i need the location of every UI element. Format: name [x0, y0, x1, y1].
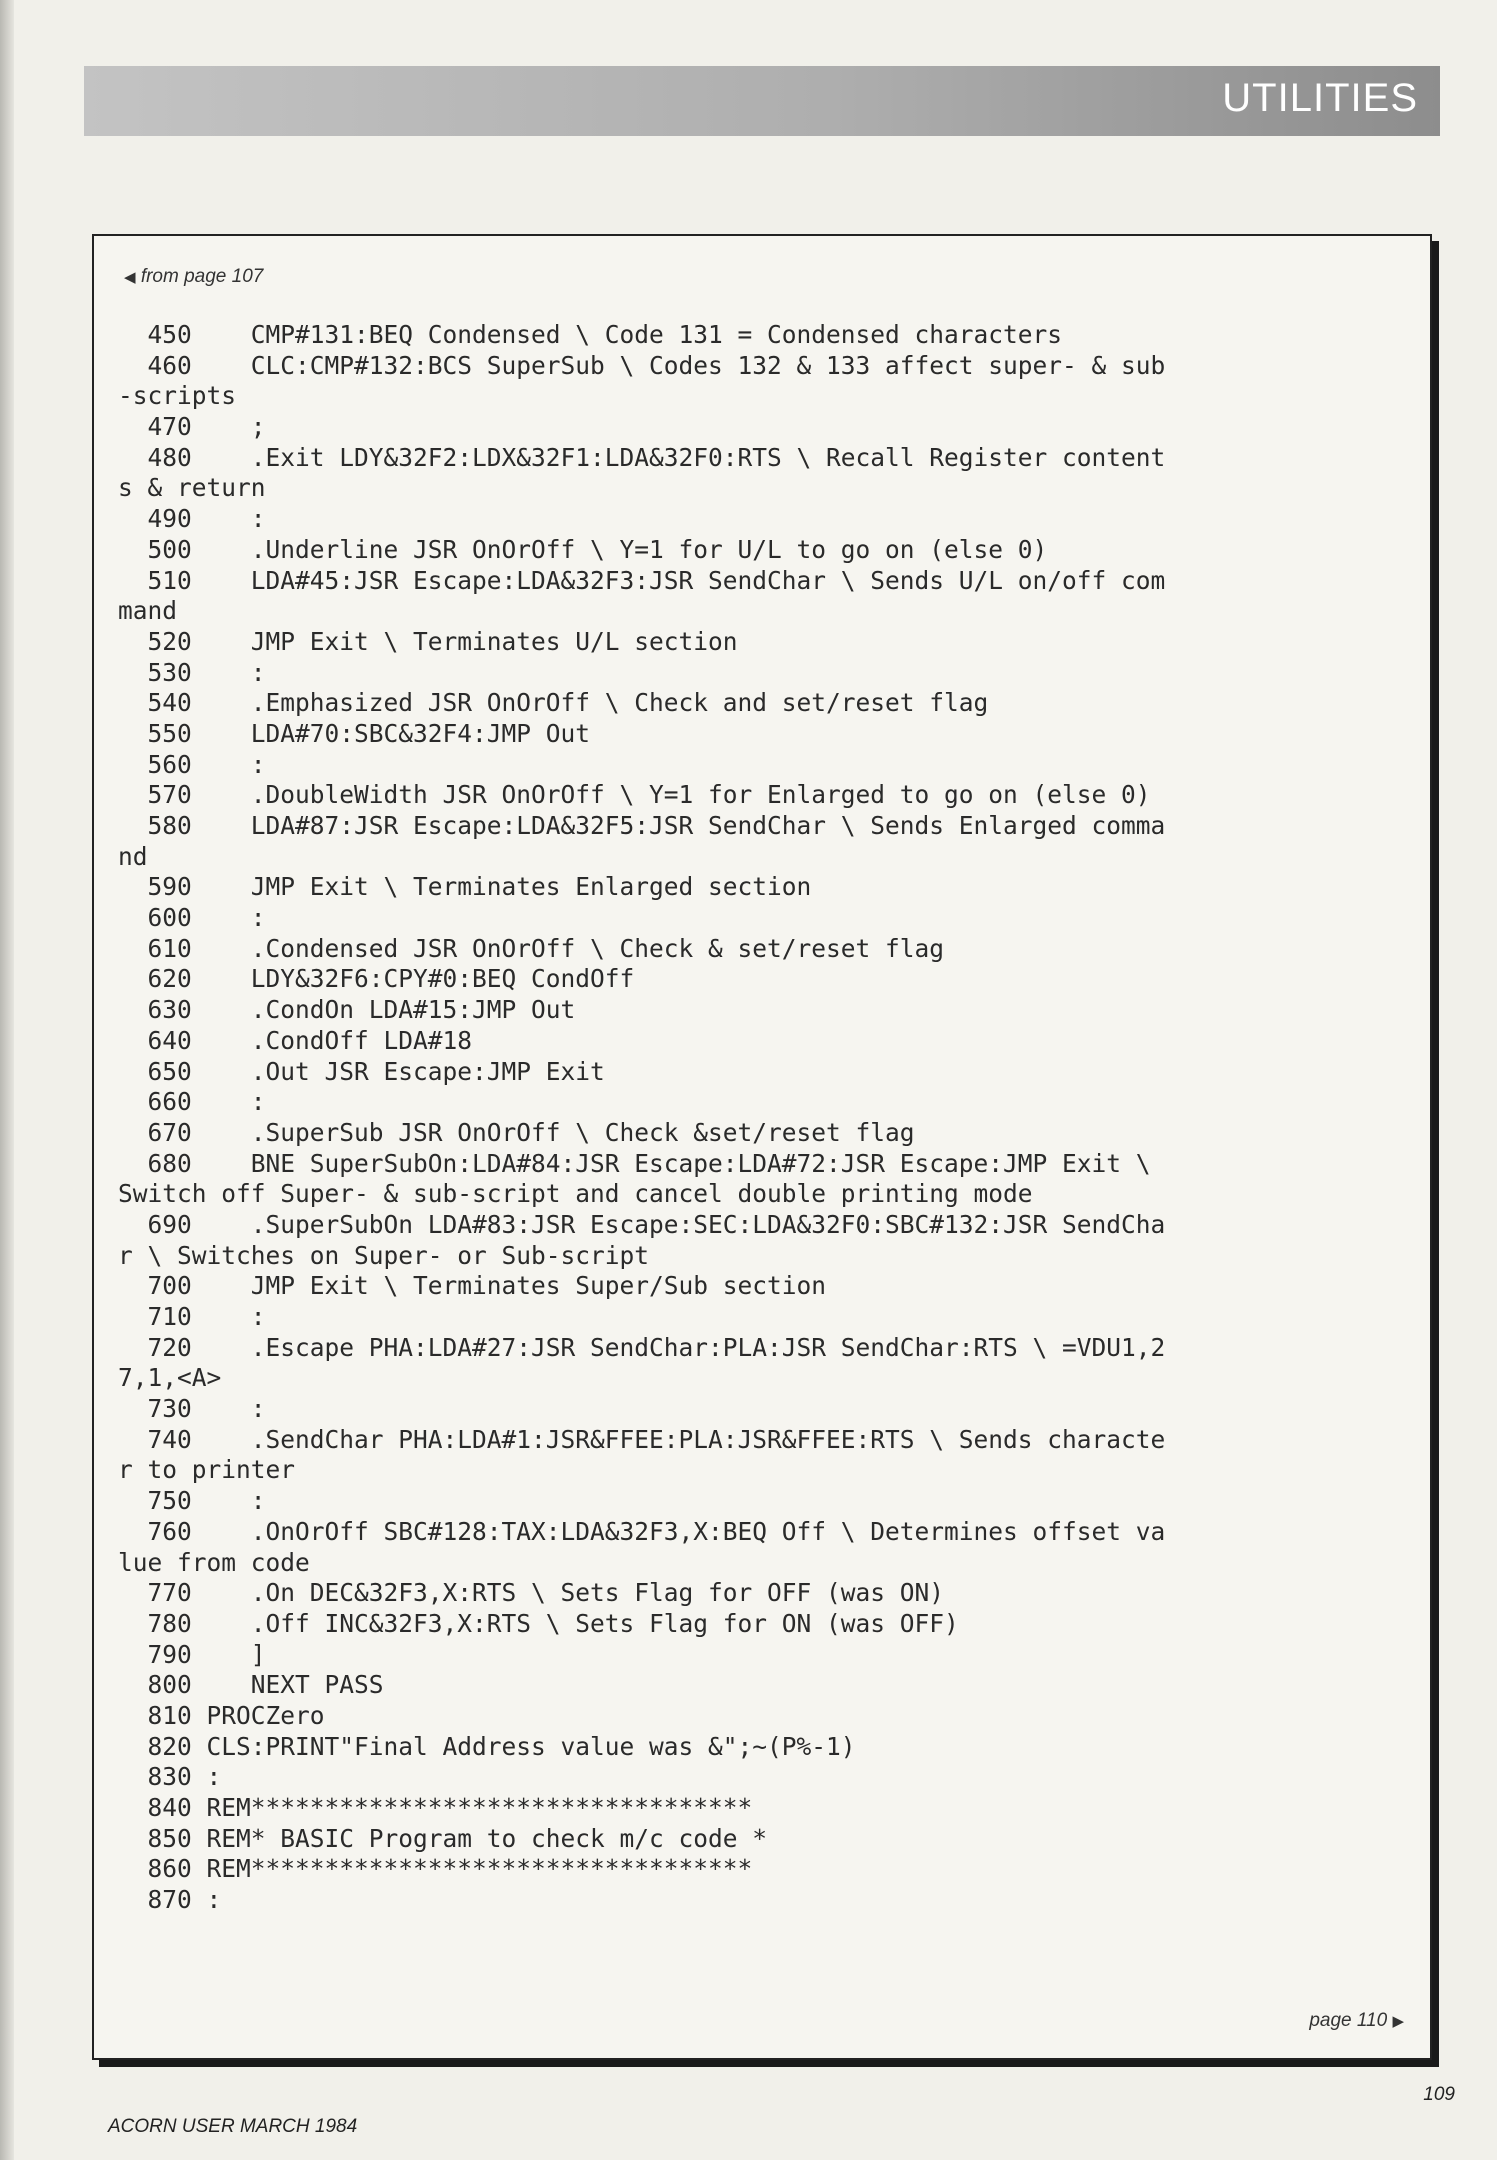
continued-from-text: from page 107	[140, 266, 264, 287]
code-line: 720 .Escape PHA:LDA#27:JSR SendChar:PLA:JSR SendChar:RTS \ =VDU1,2	[118, 1332, 1166, 1362]
right-arrow-icon: ▶	[1392, 2013, 1404, 2030]
continued-to-note	[1309, 2010, 1404, 2032]
code-line: 590 JMP Exit \ Terminates Enlarged section	[118, 872, 812, 902]
code-line: 7,1,<A>	[118, 1363, 222, 1393]
code-line: 530 :	[118, 657, 266, 687]
page-number: 109	[1423, 2084, 1455, 2105]
code-line: 710 :	[118, 1302, 266, 1331]
code-line: 570 .DoubleWidth JSR OnOrOff \ Y=1 for Enlarged to go on (else 0)	[118, 780, 1151, 810]
code-line: -scripts	[118, 381, 237, 411]
code-line: nd	[118, 841, 148, 871]
code-line: 870 :	[118, 1885, 222, 1915]
code-line: 610 .Condensed JSR OnOrOff \ Check & set/reset flag	[118, 933, 945, 963]
page-gutter-shadow	[0, 0, 14, 2160]
code-line: 700 JMP Exit \ Terminates Super/Sub section	[118, 1271, 827, 1301]
code-listing	[118, 320, 1408, 1916]
code-line: 620 LDY&32F6:CPY#0:BEQ CondOff	[118, 964, 635, 994]
code-line: 460 CLC:CMP#132:BCS SuperSub \ Codes 132 & 133 affect super- & sub	[118, 350, 1166, 380]
code-line: 560 :	[118, 749, 266, 779]
code-line: 820 CLS:PRINT"Final Address value was &";~(P%-1)	[118, 1731, 856, 1761]
code-line: 830 :	[118, 1762, 222, 1792]
section-header-bar	[84, 66, 1440, 136]
code-line: 770 .On DEC&32F3,X:RTS \ Sets Flag for OFF (was ON)	[118, 1578, 945, 1608]
code-line: 850 REM* BASIC Program to check m/c code *	[118, 1823, 768, 1853]
code-line: 780 .Off INC&32F3,X:RTS \ Sets Flag for ON (was OFF)	[118, 1608, 959, 1638]
code-line: 640 .CondOff LDA#18	[118, 1025, 473, 1055]
code-line: 730 :	[118, 1394, 266, 1424]
code-line: 690 .SuperSubOn LDA#83:JSR Escape:SEC:LDA&32F0:SBC#132:JSR SendCha	[118, 1209, 1166, 1239]
program-listing-box	[92, 234, 1432, 2060]
code-line: 600 :	[118, 903, 266, 933]
continued-to-text: page 110	[1309, 2010, 1388, 2031]
code-line: 740 .SendChar PHA:LDA#1:JSR&FFEE:PLA:JSR&FFEE:RTS \ Sends characte	[118, 1424, 1166, 1454]
code-line: 540 .Emphasized JSR OnOrOff \ Check and set/reset flag	[118, 688, 989, 718]
code-line: 790 ]	[118, 1639, 266, 1669]
code-line: 680 BNE SuperSubOn:LDA#84:JSR Escape:LDA#72:JSR Escape:JMP Exit \	[118, 1148, 1151, 1178]
continued-from-note	[124, 266, 263, 288]
code-line: 660 :	[118, 1087, 266, 1117]
code-line: 480 .Exit LDY&32F2:LDX&32F1:LDA&32F0:RTS \ Recall Register content	[118, 442, 1166, 472]
code-line: r \ Switches on Super- or Sub-script	[118, 1240, 650, 1270]
code-line: 860 REM**********************************	[118, 1854, 753, 1884]
code-line: 800 NEXT PASS	[118, 1670, 384, 1700]
code-line: s & return	[118, 473, 266, 503]
code-line: lue from code	[118, 1547, 310, 1577]
code-line: mand	[118, 596, 178, 626]
code-line: 470 ;	[118, 412, 266, 442]
code-line: 550 LDA#70:SBC&32F4:JMP Out	[118, 718, 591, 748]
code-line: 580 LDA#87:JSR Escape:LDA&32F5:JSR SendChar \ Sends Enlarged comma	[118, 811, 1166, 840]
code-line: 450 CMP#131:BEQ Condensed \ Code 131 = Condensed characters	[118, 320, 1063, 349]
publication-footer: ACORN USER MARCH 1984	[108, 2116, 358, 2137]
code-line: 650 .Out JSR Escape:JMP Exit	[118, 1056, 605, 1086]
code-line: Switch off Super- & sub-script and cancel double printing mode	[118, 1179, 1033, 1209]
section-title: UTILITIES	[1222, 76, 1418, 120]
code-line: 810 PROCZero	[118, 1700, 325, 1730]
code-line: 840 REM**********************************	[118, 1793, 753, 1822]
code-line: 510 LDA#45:JSR Escape:LDA&32F3:JSR SendChar \ Sends U/L on/off com	[118, 565, 1166, 595]
code-line: 500 .Underline JSR OnOrOff \ Y=1 for U/L to go on (else 0)	[118, 534, 1048, 564]
code-line: 670 .SuperSub JSR OnOrOff \ Check &set/reset flag	[118, 1117, 915, 1147]
code-line: 490 :	[118, 504, 266, 534]
code-line: r to printer	[118, 1455, 296, 1485]
code-line: 630 .CondOn LDA#15:JMP Out	[118, 995, 576, 1025]
code-line: 520 JMP Exit \ Terminates U/L section	[118, 626, 738, 656]
code-line: 750 :	[118, 1486, 266, 1516]
left-arrow-icon: ◀	[124, 269, 136, 286]
code-line: 760 .OnOrOff SBC#128:TAX:LDA&32F3,X:BEQ Off \ Determines offset va	[118, 1516, 1166, 1546]
